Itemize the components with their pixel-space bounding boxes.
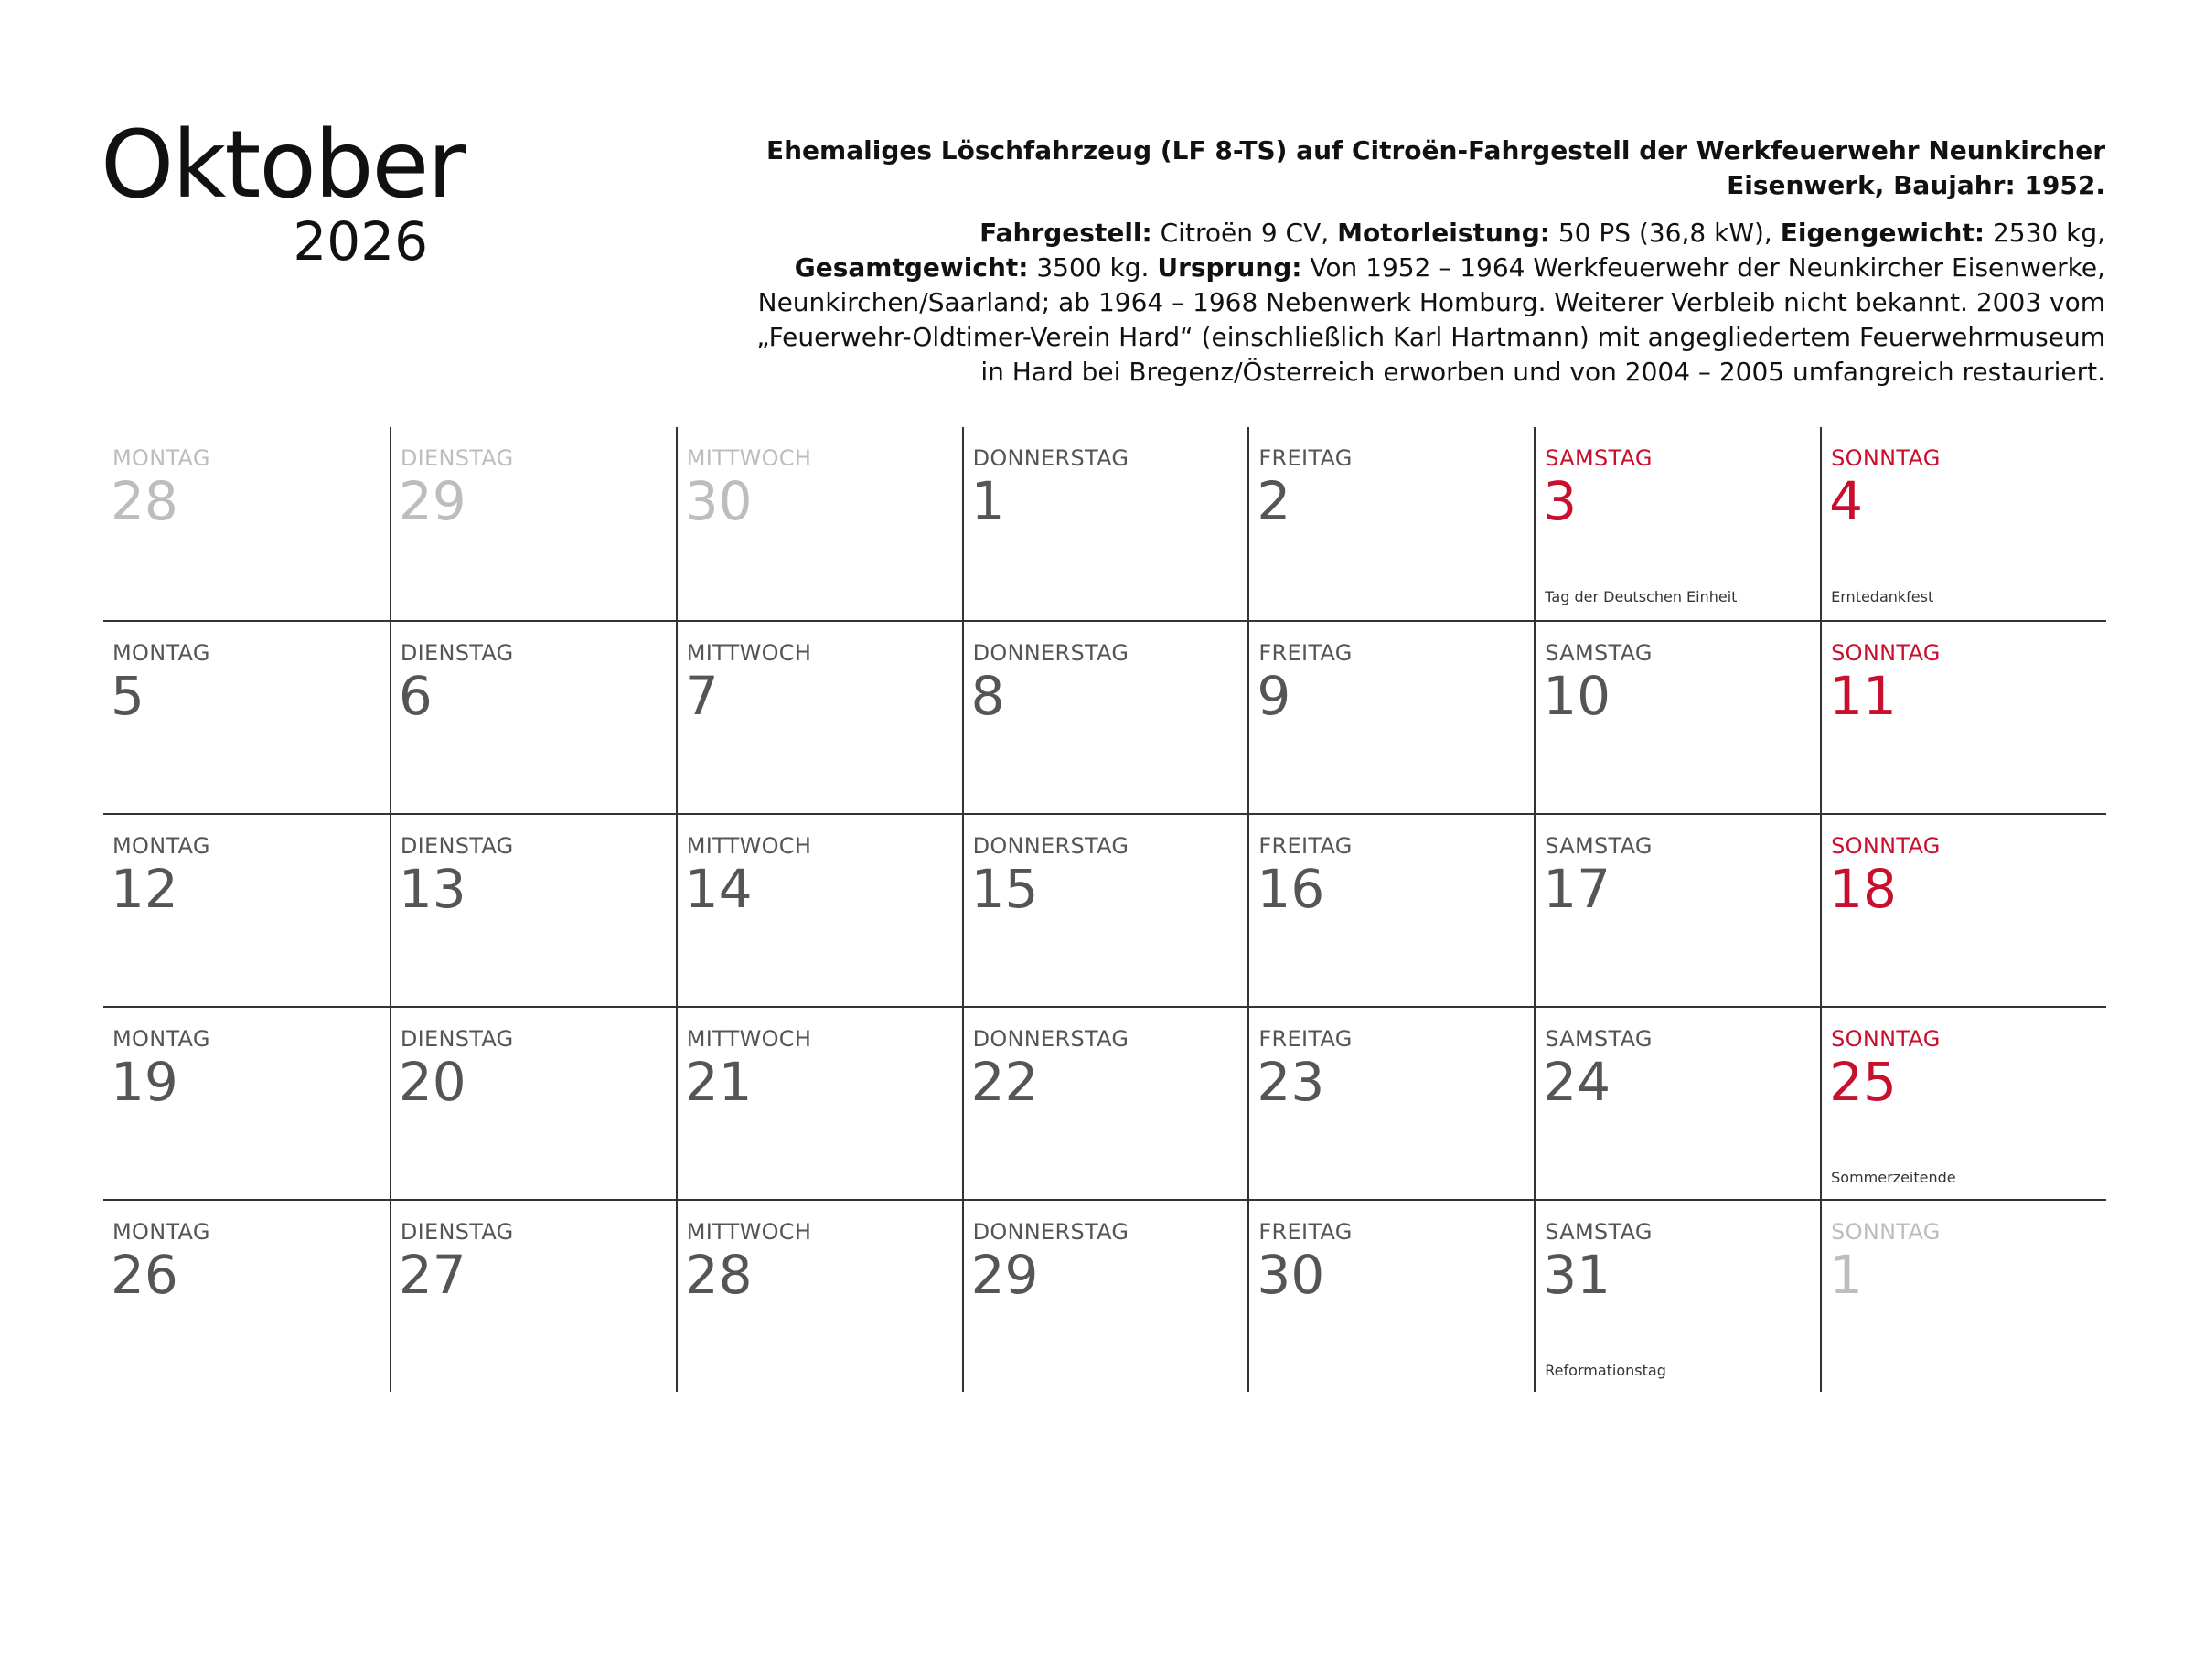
weekday-label: FREITAG xyxy=(1258,640,1353,666)
day-cell xyxy=(676,1006,962,1199)
weekday-label: SONNTAG xyxy=(1831,1219,1941,1245)
weekday-label: SAMSTAG xyxy=(1545,1219,1653,1245)
day-number: 14 xyxy=(684,858,753,920)
day-number: 8 xyxy=(970,665,1005,727)
day-number: 6 xyxy=(398,665,433,727)
weekday-label: DONNERSTAG xyxy=(972,833,1129,859)
day-number: 16 xyxy=(1257,858,1325,920)
day-cell xyxy=(962,1199,1248,1392)
weekday-label: FREITAG xyxy=(1258,833,1353,859)
photo-caption xyxy=(733,134,2105,390)
weekday-label: DONNERSTAG xyxy=(972,640,1129,666)
day-cell xyxy=(103,1006,390,1199)
caption-value: 2530 kg, xyxy=(1985,218,2105,248)
weekday-label: MITTWOCH xyxy=(686,1219,812,1245)
weekday-label: FREITAG xyxy=(1258,445,1353,471)
day-number: 21 xyxy=(684,1051,753,1113)
holiday-note: Reformationstag xyxy=(1545,1362,1666,1379)
day-number: 25 xyxy=(1829,1051,1897,1113)
day-cell xyxy=(676,1199,962,1392)
day-cell xyxy=(962,813,1248,1006)
caption-value: 3500 kg. xyxy=(1028,252,1158,283)
weekday-label: FREITAG xyxy=(1258,1026,1353,1052)
day-number: 18 xyxy=(1829,858,1897,920)
day-number: 5 xyxy=(111,665,144,727)
day-cell xyxy=(390,1199,676,1392)
day-cell xyxy=(1247,1006,1534,1199)
weekday-label: SAMSTAG xyxy=(1545,445,1653,471)
day-cell xyxy=(1247,427,1534,620)
weekday-label: MITTWOCH xyxy=(686,640,812,666)
month-title: Oktober xyxy=(101,111,465,219)
caption-label: Ursprung: xyxy=(1157,252,1302,283)
day-cell xyxy=(103,1199,390,1392)
weekday-label: MONTAG xyxy=(112,1026,210,1052)
day-cell xyxy=(1247,813,1534,1006)
day-cell xyxy=(103,813,390,1006)
day-number: 29 xyxy=(398,470,466,532)
day-number: 24 xyxy=(1543,1051,1611,1113)
day-cell xyxy=(962,620,1248,813)
day-cell xyxy=(676,813,962,1006)
caption-label: Fahrgestell: xyxy=(979,218,1152,248)
day-cell xyxy=(390,1006,676,1199)
day-cell xyxy=(103,620,390,813)
day-number: 22 xyxy=(970,1051,1039,1113)
day-cell xyxy=(676,620,962,813)
caption-value: 50 PS (36,8 kW), xyxy=(1549,218,1781,248)
weekday-label: DONNERSTAG xyxy=(972,1026,1129,1052)
holiday-note: Tag der Deutschen Einheit xyxy=(1545,588,1738,605)
day-cell xyxy=(676,427,962,620)
weekday-label: MONTAG xyxy=(112,1219,210,1245)
day-number: 17 xyxy=(1543,858,1611,920)
weekday-label: MITTWOCH xyxy=(686,833,812,859)
day-cell xyxy=(1534,427,1820,620)
day-cell xyxy=(1820,1199,2106,1392)
weekday-label: DONNERSTAG xyxy=(972,445,1129,471)
day-number: 4 xyxy=(1829,470,1864,532)
holiday-note: Erntedankfest xyxy=(1831,588,1934,605)
day-cell xyxy=(1534,620,1820,813)
day-number: 30 xyxy=(1257,1244,1325,1306)
weekday-label: SAMSTAG xyxy=(1545,640,1653,666)
weekday-label: DIENSTAG xyxy=(400,1219,514,1245)
day-cell xyxy=(1820,813,2106,1006)
weekday-label: SONNTAG xyxy=(1831,640,1941,666)
day-cell xyxy=(962,427,1248,620)
day-number: 3 xyxy=(1543,470,1578,532)
day-number: 20 xyxy=(398,1051,466,1113)
weekday-label: SONNTAG xyxy=(1831,1026,1941,1052)
caption-label: Motorleistung: xyxy=(1337,218,1550,248)
caption-value: Von 1952 – 1964 Werkfeuerwehr der Neunkircher Eisenwerke, Neunkirchen/Saarland; ab 1964 – 1968 Nebenwerk Homburg. Weiterer Verbleib nicht bekannt. 2003 vom „Feuerwehr-Oldtimer-Verein Hard“ (einschließlich Karl Hartmann) mit angegliedertem Feuerwehrmuseum in Hard bei Bregenz/Österreich erworben und von 2004 – 2005 umfangreich restauriert. xyxy=(756,252,2105,387)
weekday-label: SONNTAG xyxy=(1831,833,1941,859)
caption-value: Citroën 9 CV, xyxy=(1151,218,1338,248)
day-cell xyxy=(1534,813,1820,1006)
day-number: 15 xyxy=(970,858,1039,920)
day-number: 23 xyxy=(1257,1051,1325,1113)
weekday-label: DONNERSTAG xyxy=(972,1219,1129,1245)
weekday-label: DIENSTAG xyxy=(400,833,514,859)
day-cell xyxy=(1820,427,2106,620)
weekday-label: DIENSTAG xyxy=(400,1026,514,1052)
day-number: 7 xyxy=(684,665,719,727)
day-number: 11 xyxy=(1829,665,1897,727)
weekday-label: MONTAG xyxy=(112,445,210,471)
day-cell xyxy=(1534,1006,1820,1199)
day-cell xyxy=(390,813,676,1006)
weekday-label: MITTWOCH xyxy=(686,1026,812,1052)
day-cell xyxy=(390,620,676,813)
day-cell xyxy=(1820,1006,2106,1199)
holiday-note: Sommerzeitende xyxy=(1831,1169,1956,1186)
weekday-label: MONTAG xyxy=(112,833,210,859)
day-cell xyxy=(390,427,676,620)
calendar-grid xyxy=(103,427,2106,1392)
day-cell xyxy=(1247,620,1534,813)
day-cell xyxy=(103,427,390,620)
weekday-label: DIENSTAG xyxy=(400,445,514,471)
day-number: 29 xyxy=(970,1244,1039,1306)
day-number: 28 xyxy=(111,470,178,532)
day-number: 19 xyxy=(111,1051,178,1113)
caption-label: Gesamtgewicht: xyxy=(794,252,1029,283)
day-number: 2 xyxy=(1257,470,1291,532)
day-number: 31 xyxy=(1543,1244,1611,1306)
day-number: 28 xyxy=(684,1244,753,1306)
day-number: 13 xyxy=(398,858,466,920)
day-cell xyxy=(1247,1199,1534,1392)
caption-label: Eigengewicht: xyxy=(1780,218,1985,248)
day-number: 26 xyxy=(111,1244,178,1306)
day-number: 30 xyxy=(684,470,753,532)
day-cell xyxy=(962,1006,1248,1199)
weekday-label: SAMSTAG xyxy=(1545,1026,1653,1052)
day-cell xyxy=(1534,1199,1820,1392)
day-number: 1 xyxy=(1829,1244,1864,1306)
weekday-label: DIENSTAG xyxy=(400,640,514,666)
weekday-label: SAMSTAG xyxy=(1545,833,1653,859)
day-number: 1 xyxy=(970,470,1005,532)
day-number: 12 xyxy=(111,858,178,920)
day-number: 10 xyxy=(1543,665,1611,727)
caption-details xyxy=(733,216,2105,390)
day-number: 9 xyxy=(1257,665,1291,727)
caption-headline: Ehemaliges Löschfahrzeug (LF 8-TS) auf Citroën-Fahrgestell der Werkfeuerwehr Neunkircher Eisenwerk, Baujahr: 1952. xyxy=(766,135,2105,200)
year-label: 2026 xyxy=(293,210,428,273)
weekday-label: MONTAG xyxy=(112,640,210,666)
weekday-label: SONNTAG xyxy=(1831,445,1941,471)
day-cell xyxy=(1820,620,2106,813)
weekday-label: MITTWOCH xyxy=(686,445,812,471)
day-number: 27 xyxy=(398,1244,466,1306)
weekday-label: FREITAG xyxy=(1258,1219,1353,1245)
